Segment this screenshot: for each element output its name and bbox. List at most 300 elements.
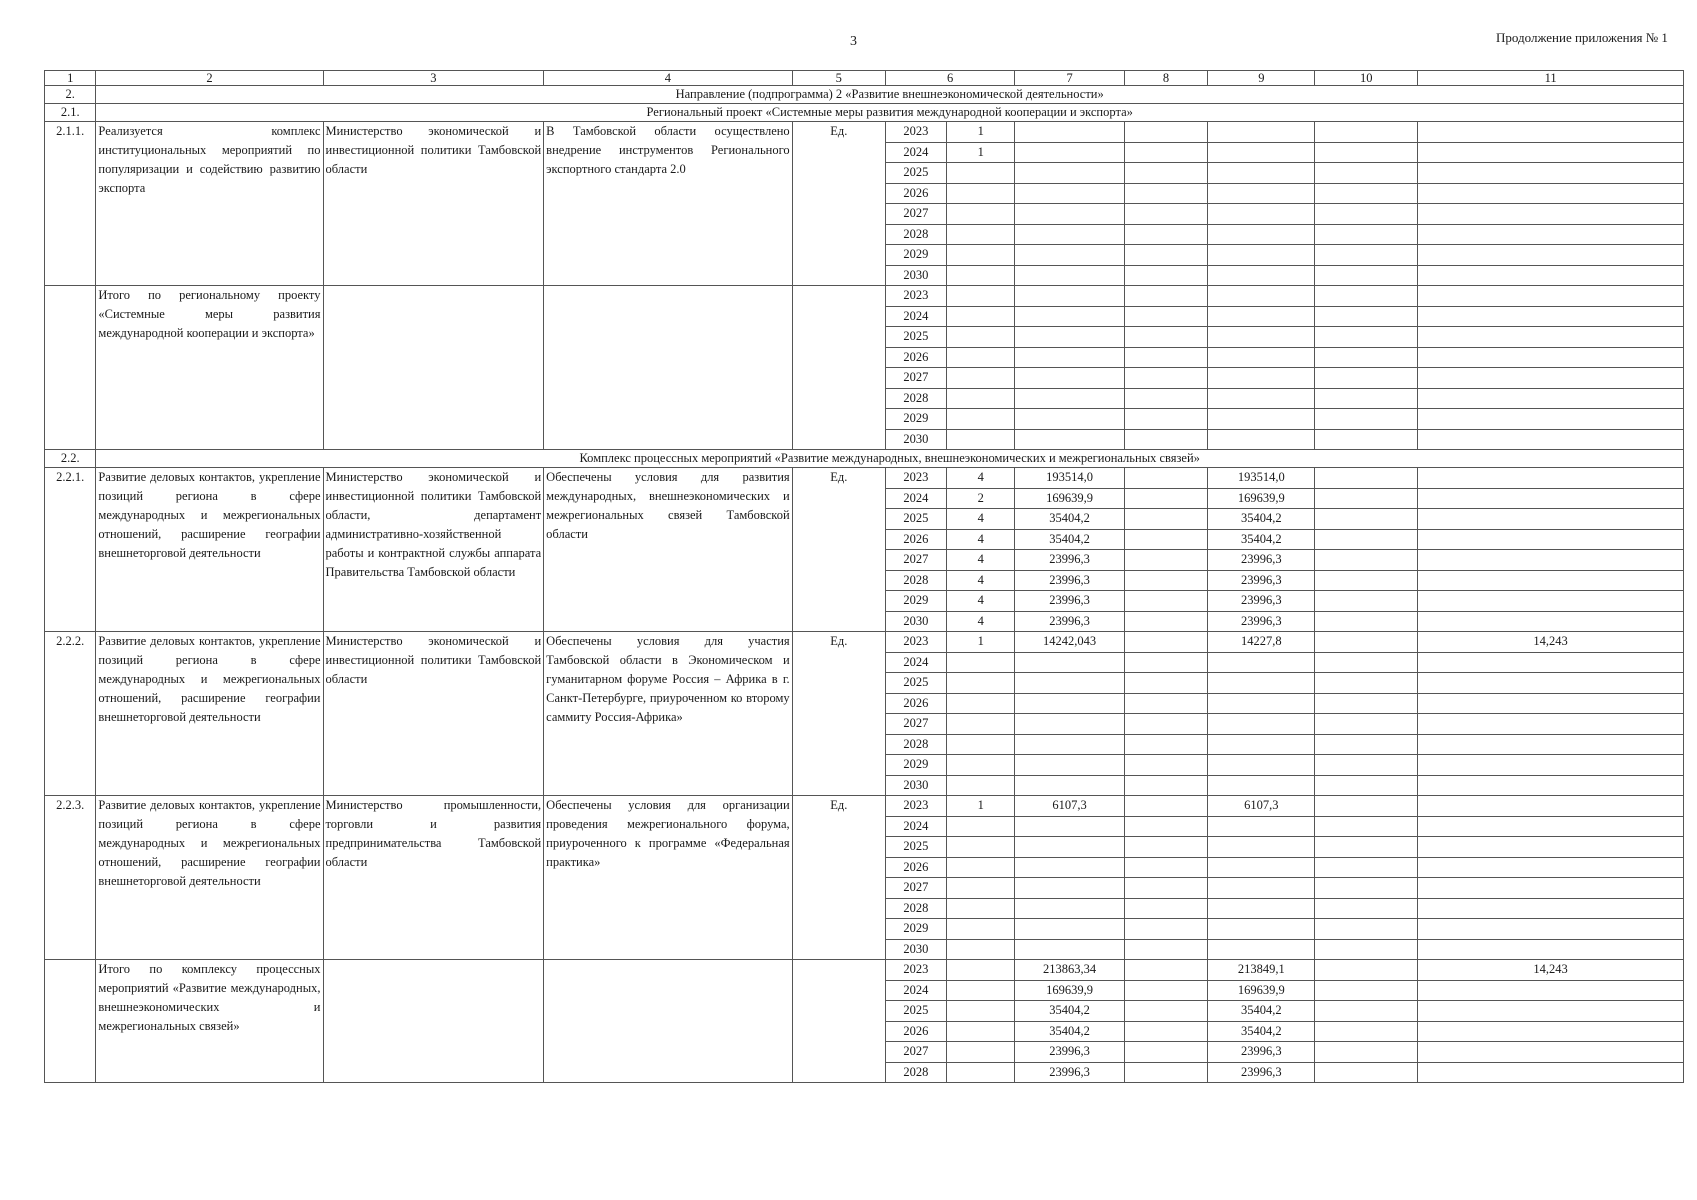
indicator-value (946, 163, 1015, 184)
other-funding (1418, 509, 1684, 530)
local-funding (1315, 919, 1418, 940)
federal-funding (1124, 796, 1208, 817)
indicator-value (946, 265, 1015, 286)
regional-funding: 23996,3 (1208, 611, 1315, 632)
federal-funding (1124, 388, 1208, 409)
other-funding (1418, 1062, 1684, 1083)
indicator-value (946, 939, 1015, 960)
column-header: 3 (323, 71, 544, 86)
regional-funding: 35404,2 (1208, 1021, 1315, 1042)
local-funding (1315, 673, 1418, 694)
other-funding (1418, 347, 1684, 368)
regional-funding: 169639,9 (1208, 980, 1315, 1001)
other-funding (1418, 183, 1684, 204)
year-cell: 2030 (885, 265, 946, 286)
item-name: Развитие деловых контактов, укрепление позиций региона в сфере международных и межрегиональных отношений, расширение географии внешнеторговой деятельности (96, 632, 323, 796)
total-funding: 14242,043 (1015, 632, 1124, 653)
year-cell: 2023 (885, 632, 946, 653)
regional-funding (1208, 204, 1315, 225)
continuation-label: Продолжение приложения № 1 (1496, 30, 1668, 45)
regional-funding (1208, 775, 1315, 796)
federal-funding (1124, 960, 1208, 981)
federal-funding (1124, 265, 1208, 286)
regional-funding: 14227,8 (1208, 632, 1315, 653)
year-cell: 2024 (885, 980, 946, 1001)
other-funding (1418, 245, 1684, 266)
total-funding (1015, 347, 1124, 368)
indicator-value (946, 1042, 1015, 1063)
local-funding (1315, 529, 1418, 550)
other-funding (1418, 529, 1684, 550)
year-cell: 2028 (885, 898, 946, 919)
indicator-value (946, 183, 1015, 204)
item-number: 2.2.3. (45, 796, 96, 960)
regional-funding (1208, 347, 1315, 368)
total-funding (1015, 409, 1124, 430)
local-funding (1315, 755, 1418, 776)
federal-funding (1124, 837, 1208, 858)
year-cell: 2026 (885, 693, 946, 714)
local-funding (1315, 734, 1418, 755)
indicator-value (946, 388, 1015, 409)
other-funding (1418, 816, 1684, 837)
unit: Ед. (792, 796, 885, 960)
other-funding (1418, 368, 1684, 389)
regional-funding: 23996,3 (1208, 1042, 1315, 1063)
unit: Ед. (792, 632, 885, 796)
other-funding (1418, 204, 1684, 225)
year-row (45, 796, 1684, 817)
section-title: Направление (подпрограмма) 2 «Развитие внешнеэкономической деятельности» (96, 86, 1684, 104)
regional-funding: 6107,3 (1208, 796, 1315, 817)
total-funding: 23996,3 (1015, 550, 1124, 571)
item-name: Развитие деловых контактов, укрепление позиций региона в сфере международных и межрегиональных отношений, расширение географии внешнеторговой деятельности (96, 468, 323, 632)
year-cell: 2025 (885, 673, 946, 694)
indicator-value (946, 714, 1015, 735)
indicator-value: 2 (946, 488, 1015, 509)
total-funding: 23996,3 (1015, 1062, 1124, 1083)
year-row (45, 286, 1684, 307)
federal-funding (1124, 224, 1208, 245)
year-cell: 2030 (885, 429, 946, 450)
local-funding (1315, 286, 1418, 307)
year-cell: 2028 (885, 734, 946, 755)
other-funding (1418, 898, 1684, 919)
other-funding (1418, 409, 1684, 430)
local-funding (1315, 980, 1418, 1001)
regional-funding (1208, 142, 1315, 163)
total-funding: 35404,2 (1015, 509, 1124, 530)
total-funding: 35404,2 (1015, 1021, 1124, 1042)
federal-funding (1124, 142, 1208, 163)
expected-result (544, 960, 793, 1083)
total-funding (1015, 878, 1124, 899)
regional-funding: 23996,3 (1208, 570, 1315, 591)
regional-funding (1208, 898, 1315, 919)
regional-funding (1208, 286, 1315, 307)
local-funding (1315, 1062, 1418, 1083)
total-funding (1015, 857, 1124, 878)
federal-funding (1124, 306, 1208, 327)
local-funding (1315, 142, 1418, 163)
total-funding: 169639,9 (1015, 488, 1124, 509)
federal-funding (1124, 591, 1208, 612)
federal-funding (1124, 816, 1208, 837)
federal-funding (1124, 919, 1208, 940)
responsible-executor (323, 286, 544, 450)
year-cell: 2030 (885, 611, 946, 632)
year-cell: 2023 (885, 796, 946, 817)
column-header: 2 (96, 71, 323, 86)
other-funding (1418, 714, 1684, 735)
total-funding (1015, 673, 1124, 694)
other-funding (1418, 1042, 1684, 1063)
total-funding: 35404,2 (1015, 529, 1124, 550)
other-funding (1418, 570, 1684, 591)
year-cell: 2023 (885, 122, 946, 143)
regional-funding (1208, 245, 1315, 266)
regional-funding (1208, 755, 1315, 776)
regional-funding (1208, 327, 1315, 348)
total-funding (1015, 816, 1124, 837)
indicator-value (946, 898, 1015, 919)
federal-funding (1124, 652, 1208, 673)
other-funding (1418, 224, 1684, 245)
other-funding (1418, 1021, 1684, 1042)
total-funding: 23996,3 (1015, 611, 1124, 632)
indicator-value: 1 (946, 122, 1015, 143)
federal-funding (1124, 347, 1208, 368)
local-funding (1315, 960, 1418, 981)
other-funding (1418, 306, 1684, 327)
federal-funding (1124, 488, 1208, 509)
year-cell: 2025 (885, 327, 946, 348)
federal-funding (1124, 183, 1208, 204)
indicator-value: 4 (946, 529, 1015, 550)
year-cell: 2024 (885, 142, 946, 163)
regional-funding (1208, 816, 1315, 837)
section-title: Региональный проект «Системные меры развития международной кооперации и экспорта» (96, 104, 1684, 122)
other-funding (1418, 837, 1684, 858)
indicator-value (946, 755, 1015, 776)
year-cell: 2028 (885, 224, 946, 245)
indicator-value (946, 816, 1015, 837)
section-number: 2.2. (45, 450, 96, 468)
total-funding (1015, 388, 1124, 409)
indicator-value (946, 368, 1015, 389)
local-funding (1315, 652, 1418, 673)
other-funding: 14,243 (1418, 632, 1684, 653)
indicator-value (946, 347, 1015, 368)
total-funding (1015, 163, 1124, 184)
indicator-value (946, 1001, 1015, 1022)
year-cell: 2030 (885, 939, 946, 960)
year-cell: 2029 (885, 245, 946, 266)
regional-funding: 23996,3 (1208, 591, 1315, 612)
federal-funding (1124, 122, 1208, 143)
expected-result: В Тамбовской области осуществлено внедрение инструментов Регионального экспортного стандарта 2.0 (544, 122, 793, 286)
local-funding (1315, 837, 1418, 858)
indicator-value: 4 (946, 611, 1015, 632)
regional-funding: 169639,9 (1208, 488, 1315, 509)
indicator-value (946, 693, 1015, 714)
column-header: 4 (544, 71, 793, 86)
column-number-row (45, 71, 1684, 86)
unit: Ед. (792, 122, 885, 286)
column-header: 7 (1015, 71, 1124, 86)
other-funding (1418, 939, 1684, 960)
regional-funding (1208, 714, 1315, 735)
other-funding (1418, 919, 1684, 940)
other-funding (1418, 673, 1684, 694)
other-funding (1418, 550, 1684, 571)
indicator-value (946, 878, 1015, 899)
year-cell: 2028 (885, 1062, 946, 1083)
indicator-value (946, 224, 1015, 245)
total-funding (1015, 652, 1124, 673)
indicator-value: 4 (946, 509, 1015, 530)
other-funding (1418, 1001, 1684, 1022)
regional-funding (1208, 183, 1315, 204)
federal-funding (1124, 1042, 1208, 1063)
other-funding (1418, 693, 1684, 714)
indicator-value: 4 (946, 591, 1015, 612)
total-funding (1015, 224, 1124, 245)
regional-funding: 35404,2 (1208, 529, 1315, 550)
regional-funding: 35404,2 (1208, 1001, 1315, 1022)
federal-funding (1124, 163, 1208, 184)
federal-funding (1124, 550, 1208, 571)
local-funding (1315, 306, 1418, 327)
indicator-value (946, 204, 1015, 225)
federal-funding (1124, 409, 1208, 430)
indicator-value (946, 960, 1015, 981)
federal-funding (1124, 286, 1208, 307)
year-cell: 2029 (885, 591, 946, 612)
federal-funding (1124, 429, 1208, 450)
local-funding (1315, 611, 1418, 632)
federal-funding (1124, 898, 1208, 919)
year-row (45, 468, 1684, 489)
item-number: 2.1.1. (45, 122, 96, 286)
regional-funding (1208, 163, 1315, 184)
total-funding: 193514,0 (1015, 468, 1124, 489)
section-number: 2.1. (45, 104, 96, 122)
federal-funding (1124, 857, 1208, 878)
regional-funding (1208, 734, 1315, 755)
regional-funding (1208, 878, 1315, 899)
local-funding (1315, 857, 1418, 878)
indicator-value (946, 775, 1015, 796)
local-funding (1315, 429, 1418, 450)
local-funding (1315, 122, 1418, 143)
local-funding (1315, 796, 1418, 817)
page-number: 3 (850, 34, 857, 49)
other-funding (1418, 163, 1684, 184)
other-funding (1418, 980, 1684, 1001)
total-funding (1015, 142, 1124, 163)
item-number: 2.2.1. (45, 468, 96, 632)
expected-result: Обеспечены условия для участия Тамбовской области в Экономическом и гуманитарном форуме Россия – Африка в г. Санкт-Петербурге, приуроченном ко второму саммиту Россия-Африка» (544, 632, 793, 796)
year-cell: 2028 (885, 570, 946, 591)
total-funding (1015, 245, 1124, 266)
indicator-value (946, 1021, 1015, 1042)
total-funding (1015, 714, 1124, 735)
section-title: Комплекс процессных мероприятий «Развитие международных, внешнеэкономических и межрегиональных связей» (96, 450, 1684, 468)
federal-funding (1124, 529, 1208, 550)
total-funding (1015, 327, 1124, 348)
federal-funding (1124, 980, 1208, 1001)
year-cell: 2025 (885, 837, 946, 858)
column-header: 11 (1418, 71, 1684, 86)
indicator-value: 1 (946, 796, 1015, 817)
year-cell: 2027 (885, 714, 946, 735)
regional-funding (1208, 673, 1315, 694)
federal-funding (1124, 611, 1208, 632)
item-name: Реализуется комплекс институциональных мероприятий по популяризации и содействию развитию экспорта (96, 122, 323, 286)
regional-funding (1208, 429, 1315, 450)
unit (792, 286, 885, 450)
indicator-value: 1 (946, 142, 1015, 163)
regional-funding (1208, 368, 1315, 389)
local-funding (1315, 878, 1418, 899)
responsible-executor: Министерство промышленности, торговли и развития предпринимательства Тамбовской области (323, 796, 544, 960)
indicator-value (946, 327, 1015, 348)
local-funding (1315, 693, 1418, 714)
federal-funding (1124, 632, 1208, 653)
other-funding: 14,243 (1418, 960, 1684, 981)
regional-funding: 23996,3 (1208, 1062, 1315, 1083)
total-funding (1015, 429, 1124, 450)
year-cell: 2026 (885, 529, 946, 550)
regional-funding: 35404,2 (1208, 509, 1315, 530)
other-funding (1418, 265, 1684, 286)
total-funding: 23996,3 (1015, 1042, 1124, 1063)
federal-funding (1124, 939, 1208, 960)
regional-funding (1208, 857, 1315, 878)
other-funding (1418, 468, 1684, 489)
regional-funding: 193514,0 (1208, 468, 1315, 489)
local-funding (1315, 245, 1418, 266)
regional-funding (1208, 652, 1315, 673)
responsible-executor (323, 960, 544, 1083)
year-cell: 2027 (885, 878, 946, 899)
other-funding (1418, 286, 1684, 307)
year-cell: 2024 (885, 652, 946, 673)
total-funding (1015, 265, 1124, 286)
local-funding (1315, 265, 1418, 286)
other-funding (1418, 796, 1684, 817)
item-name: Развитие деловых контактов, укрепление позиций региона в сфере международных и межрегиональных отношений, расширение географии внешнеторговой деятельности (96, 796, 323, 960)
year-cell: 2027 (885, 1042, 946, 1063)
other-funding (1418, 122, 1684, 143)
section-row (45, 104, 1684, 122)
column-header: 5 (792, 71, 885, 86)
regional-funding (1208, 306, 1315, 327)
federal-funding (1124, 775, 1208, 796)
year-cell: 2029 (885, 755, 946, 776)
federal-funding (1124, 509, 1208, 530)
indicator-value (946, 409, 1015, 430)
indicator-value (946, 673, 1015, 694)
year-cell: 2025 (885, 1001, 946, 1022)
responsible-executor: Министерство экономической и инвестиционной политики Тамбовской области, департамент административно-хозяйственной работы и контрактной службы аппарата Правительства Тамбовской области (323, 468, 544, 632)
total-funding (1015, 286, 1124, 307)
year-cell: 2027 (885, 368, 946, 389)
regional-funding (1208, 939, 1315, 960)
local-funding (1315, 468, 1418, 489)
local-funding (1315, 632, 1418, 653)
year-cell: 2023 (885, 960, 946, 981)
indicator-value (946, 1062, 1015, 1083)
main-table (44, 70, 1684, 1083)
indicator-value: 4 (946, 468, 1015, 489)
total-funding (1015, 775, 1124, 796)
federal-funding (1124, 368, 1208, 389)
federal-funding (1124, 878, 1208, 899)
local-funding (1315, 204, 1418, 225)
total-funding: 23996,3 (1015, 591, 1124, 612)
federal-funding (1124, 468, 1208, 489)
section-row (45, 86, 1684, 104)
other-funding (1418, 775, 1684, 796)
total-funding (1015, 837, 1124, 858)
year-cell: 2024 (885, 816, 946, 837)
regional-funding (1208, 122, 1315, 143)
column-header: 9 (1208, 71, 1315, 86)
federal-funding (1124, 673, 1208, 694)
local-funding (1315, 1042, 1418, 1063)
local-funding (1315, 327, 1418, 348)
federal-funding (1124, 245, 1208, 266)
indicator-value (946, 919, 1015, 940)
local-funding (1315, 509, 1418, 530)
total-funding (1015, 755, 1124, 776)
year-cell: 2028 (885, 388, 946, 409)
year-cell: 2023 (885, 286, 946, 307)
local-funding (1315, 1001, 1418, 1022)
federal-funding (1124, 693, 1208, 714)
other-funding (1418, 488, 1684, 509)
local-funding (1315, 368, 1418, 389)
year-cell: 2024 (885, 488, 946, 509)
indicator-value (946, 429, 1015, 450)
other-funding (1418, 878, 1684, 899)
federal-funding (1124, 327, 1208, 348)
item-number (45, 960, 96, 1083)
indicator-value (946, 286, 1015, 307)
federal-funding (1124, 570, 1208, 591)
local-funding (1315, 550, 1418, 571)
federal-funding (1124, 1062, 1208, 1083)
year-cell: 2030 (885, 775, 946, 796)
indicator-value (946, 306, 1015, 327)
total-funding (1015, 306, 1124, 327)
other-funding (1418, 734, 1684, 755)
total-funding (1015, 734, 1124, 755)
federal-funding (1124, 755, 1208, 776)
regional-funding (1208, 409, 1315, 430)
item-number: 2.2.2. (45, 632, 96, 796)
local-funding (1315, 898, 1418, 919)
total-funding (1015, 898, 1124, 919)
local-funding (1315, 488, 1418, 509)
indicator-value: 4 (946, 570, 1015, 591)
other-funding (1418, 142, 1684, 163)
federal-funding (1124, 714, 1208, 735)
column-header: 8 (1124, 71, 1208, 86)
regional-funding (1208, 224, 1315, 245)
